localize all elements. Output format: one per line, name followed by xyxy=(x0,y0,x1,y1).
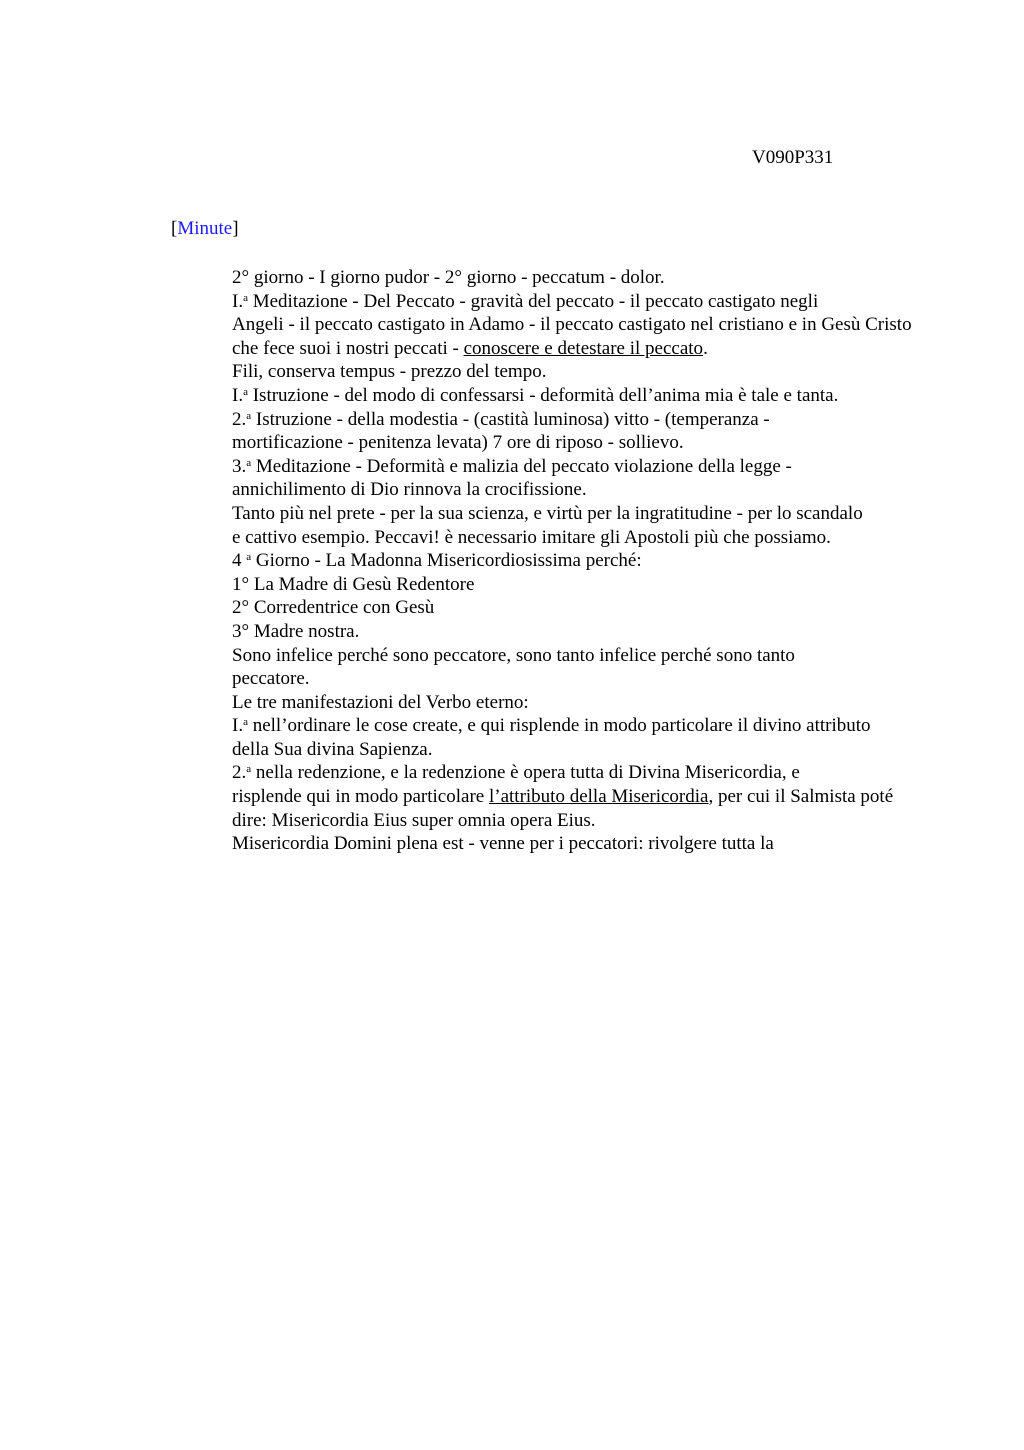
paragraph-10 xyxy=(171,596,941,620)
item-number: I. xyxy=(232,384,244,406)
text-line: 1° La Madre di Gesù Redentore xyxy=(232,573,475,595)
item-number: I. xyxy=(232,290,244,312)
paragraph-2 xyxy=(171,290,941,361)
paragraph-5 xyxy=(171,408,941,455)
bracket-close: ] xyxy=(232,218,239,239)
text-line xyxy=(171,455,941,479)
ordinal-superscript: a xyxy=(243,385,248,398)
line-text: Meditazione - Del Peccato - gravità del peccato - il peccato castigato negli xyxy=(247,290,819,312)
line-text: . xyxy=(703,337,708,359)
text-line: annichilimento di Dio rinnova la crocifissione. xyxy=(232,479,587,501)
ordinal-superscript: a xyxy=(246,763,252,776)
paragraph-13 xyxy=(171,691,941,715)
paragraph-7 xyxy=(171,502,941,549)
text-line xyxy=(171,549,941,573)
text-line: Fili, conserva tempus - prezzo del tempo. xyxy=(232,361,547,383)
section-header xyxy=(171,218,239,240)
text-line: dire: Misericordia Eius super omnia opera Eius. xyxy=(232,809,596,831)
line-text: , per cui il Salmista poté xyxy=(708,786,894,808)
text-line xyxy=(171,408,941,432)
line-text: Istruzione - del modo di confessarsi - deformità dell’anima mia è tale e tanta. xyxy=(247,384,839,406)
paragraph-1 xyxy=(171,266,941,290)
bracket-open: [ xyxy=(171,218,178,239)
paragraph-11 xyxy=(171,620,941,644)
item-number: 4 xyxy=(232,550,247,572)
item-number: 2. xyxy=(232,762,247,784)
text-line: Le tre manifestazioni del Verbo eterno: xyxy=(232,691,529,713)
item-number: I. xyxy=(232,715,244,737)
line-text: risplende qui in modo particolare xyxy=(232,786,489,808)
minute-link[interactable]: Minute xyxy=(177,218,233,239)
paragraph-8 xyxy=(171,549,941,573)
ordinal-superscript: a xyxy=(246,456,252,469)
text-line: peccatore. xyxy=(232,668,310,690)
ordinal-superscript: a xyxy=(246,551,252,564)
text-line: Angeli - il peccato castigato in Adamo - il peccato castigato nel cristiano e in Gesù Cristo xyxy=(232,314,912,336)
item-number: 3. xyxy=(232,455,247,477)
text-line: 2° giorno - I giorno pudor - 2° giorno - peccatum - dolor. xyxy=(232,267,665,288)
text-line: e cattivo esempio. Peccavi! è necessario imitare gli Apostoli più che possiamo. xyxy=(232,526,831,548)
text-line xyxy=(171,785,941,809)
ordinal-superscript: a xyxy=(243,716,248,729)
document-body xyxy=(171,266,941,856)
text-line xyxy=(171,714,941,738)
line-text: Giorno - La Madonna Misericordiosissima perché: xyxy=(251,550,642,572)
paragraph-16 xyxy=(171,832,941,856)
ordinal-superscript: a xyxy=(246,409,252,422)
ordinal-superscript: a xyxy=(243,291,248,304)
text-line: Tanto più nel prete - per la sua scienza, e virtù per la ingratitudine - per lo scandalo xyxy=(232,502,863,524)
text-line xyxy=(171,337,941,361)
underlined-text: l’attributo della Misericordia xyxy=(488,786,709,808)
paragraph-6 xyxy=(171,455,941,502)
text-line: Sono infelice perché sono peccatore, sono tanto infelice perché sono tanto xyxy=(232,644,795,666)
text-line: Misericordia Domini plena est - venne per i peccatori: rivolgere tutta la xyxy=(232,833,774,855)
underlined-text: conoscere e detestare il peccato xyxy=(463,337,704,359)
text-line xyxy=(171,384,941,408)
text-line: della Sua divina Sapienza. xyxy=(232,738,433,760)
text-line xyxy=(171,761,941,785)
paragraph-3 xyxy=(171,360,941,384)
text-line: 3° Madre nostra. xyxy=(232,620,360,642)
line-text: nell’ordinare le cose create, e qui risplende in modo particolare il divino attributo xyxy=(247,715,871,737)
item-number: 2. xyxy=(232,408,247,430)
paragraph-15 xyxy=(171,761,941,832)
paragraph-14 xyxy=(171,714,941,761)
text-line: 2° Corredentrice con Gesù xyxy=(232,597,435,619)
paragraph-9 xyxy=(171,573,941,597)
text-line xyxy=(171,290,941,314)
page-reference: V090P331 xyxy=(752,147,834,168)
paragraph-4 xyxy=(171,384,941,408)
paragraph-12 xyxy=(171,644,941,691)
text-line: mortificazione - penitenza levata) 7 ore di riposo - sollievo. xyxy=(232,432,684,454)
line-text: Meditazione - Deformità e malizia del peccato violazione della legge - xyxy=(251,455,792,477)
line-text: che fece suoi i nostri peccati - xyxy=(232,337,464,359)
line-text: Istruzione - della modestia - (castità luminosa) vitto - (temperanza - xyxy=(251,408,770,430)
line-text: nella redenzione, e la redenzione è opera tutta di Divina Misericordia, e xyxy=(251,762,800,784)
